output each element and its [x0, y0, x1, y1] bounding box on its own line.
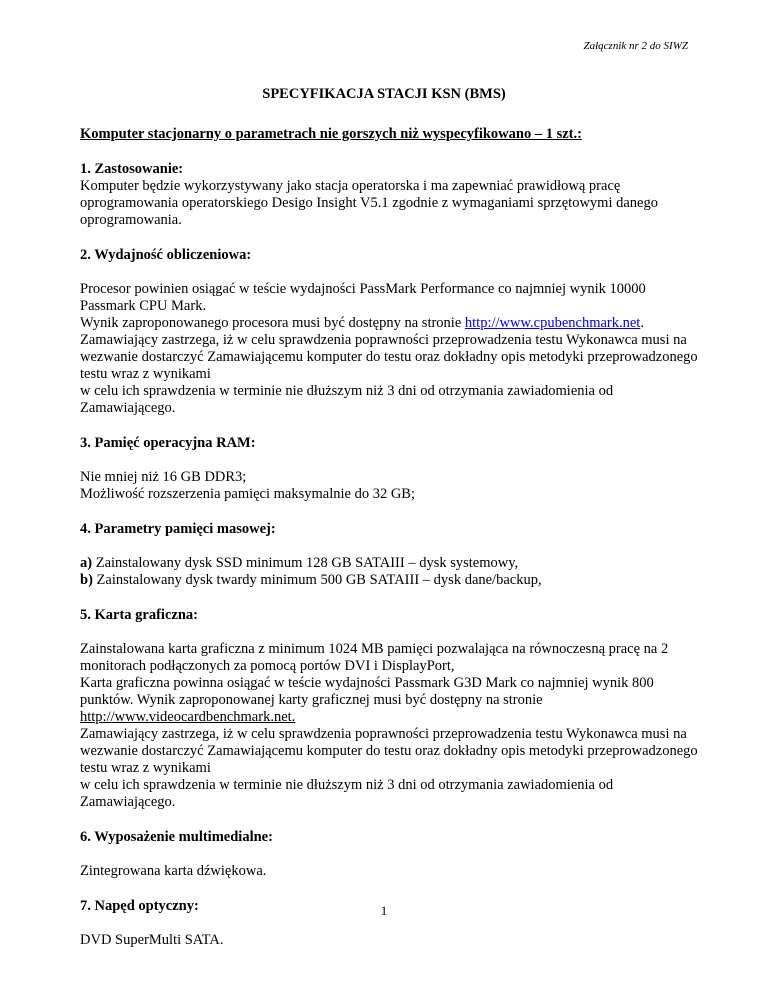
section-text: Zainstalowana karta graficzna z minimum 1024 MB pamięci pozwalająca na równoczesną pracę na 2 monitorach podłączonych za pomocą portów DVI i DisplayPort,: [80, 641, 669, 674]
section-text: Karta graficzna powinna osiągać w teście wydajności Passmark G3D Mark co najmniej wynik 800 punktów. Wynik zaproponowanej karty graficznej musi być dostępny na stronie: [80, 675, 654, 708]
section-text: w celu ich sprawdzenia w terminie nie dłuższym niż 3 dni od otrzymania zawiadomienia od Zamawiającego.: [80, 383, 614, 416]
section-graphics: [80, 607, 700, 811]
section-title: 3. Pamięć operacyjna RAM:: [80, 435, 256, 451]
section-title: 6. Wyposażenie multimedialne:: [80, 829, 273, 845]
page-number: 1: [380, 903, 388, 918]
section-text: w celu ich sprawdzenia w terminie nie dłuższym niż 3 dni od otrzymania zawiadomienia od Zamawiającego.: [80, 777, 614, 810]
section-text: Zintegrowana karta dźwiękowa.: [80, 863, 267, 879]
section-multimedia: [80, 829, 700, 880]
section-application: [80, 161, 700, 229]
storage-item-b: b) Zainstalowany dysk twardy minimum 500 GB SATAIII – dysk dane/backup,: [80, 572, 542, 588]
section-text: Zamawiający zastrzega, iż w celu sprawdzenia poprawności przeprowadzenia testu Wykonawca musi na wezwanie dostarczyć Zamawiającemu komputer do testu oraz dokładny opis metodyki przeprowadzonego testu wraz z wynikami: [80, 332, 698, 382]
section-title: 7. Napęd optyczny:: [80, 898, 199, 914]
section-text: Zamawiający zastrzega, iż w celu sprawdzenia poprawności przeprowadzenia testu Wykonawca musi na wezwanie dostarczyć Zamawiającemu komputer do testu oraz dokładny opis metodyki przeprowadzonego testu wraz z wynikami: [80, 726, 698, 776]
section-text: Procesor powinien osiągać w teście wydajności PassMark Performance co najmniej wynik 10000 Passmark CPU Mark.: [80, 281, 646, 314]
section-text: Wynik zaproponowanego procesora musi być dostępny na stronie http://www.cpubenchmark.net.: [80, 315, 644, 331]
section-title: 4. Parametry pamięci masowej:: [80, 521, 276, 537]
section-text: [80, 709, 700, 726]
document-title: SPECYFIKACJA STACJI KSN (BMS): [262, 86, 506, 102]
section-performance: [80, 247, 700, 417]
storage-item-a: a) Zainstalowany dysk SSD minimum 128 GB SATAIII – dysk systemowy,: [80, 555, 519, 571]
section-title: 5. Karta graficzna:: [80, 607, 198, 623]
section-text: Możliwość rozszerzenia pamięci maksymalnie do 32 GB;: [80, 486, 416, 502]
section-ram: [80, 435, 700, 503]
section-text: Komputer będzie wykorzystywany jako stacja operatorska i ma zapewniać prawidłową pracę oprogramowania operatorskiego Desigo Insight V5.1 zgodnie z wymaganiami sprzętowymi danego oprogramowania.: [80, 178, 658, 228]
section-title: 1. Zastosowanie:: [80, 161, 184, 177]
document-body: [80, 126, 700, 967]
section-title: 2. Wydajność obliczeniowa:: [80, 247, 252, 263]
section-text: Nie mniej niż 16 GB DDR3;: [80, 469, 247, 485]
section-storage: [80, 521, 700, 589]
intro-heading: Komputer stacjonarny o parametrach nie gorszych niż wyspecyfikowano – 1 szt.:: [80, 126, 582, 142]
cpubenchmark-link[interactable]: http://www.cpubenchmark.net: [464, 315, 641, 331]
section-text: DVD SuperMulti SATA.: [80, 932, 224, 948]
videocardbenchmark-link[interactable]: http://www.videocardbenchmark.net.: [80, 709, 296, 725]
annex-header: Załącznik nr 2 do SIWZ: [583, 40, 688, 52]
